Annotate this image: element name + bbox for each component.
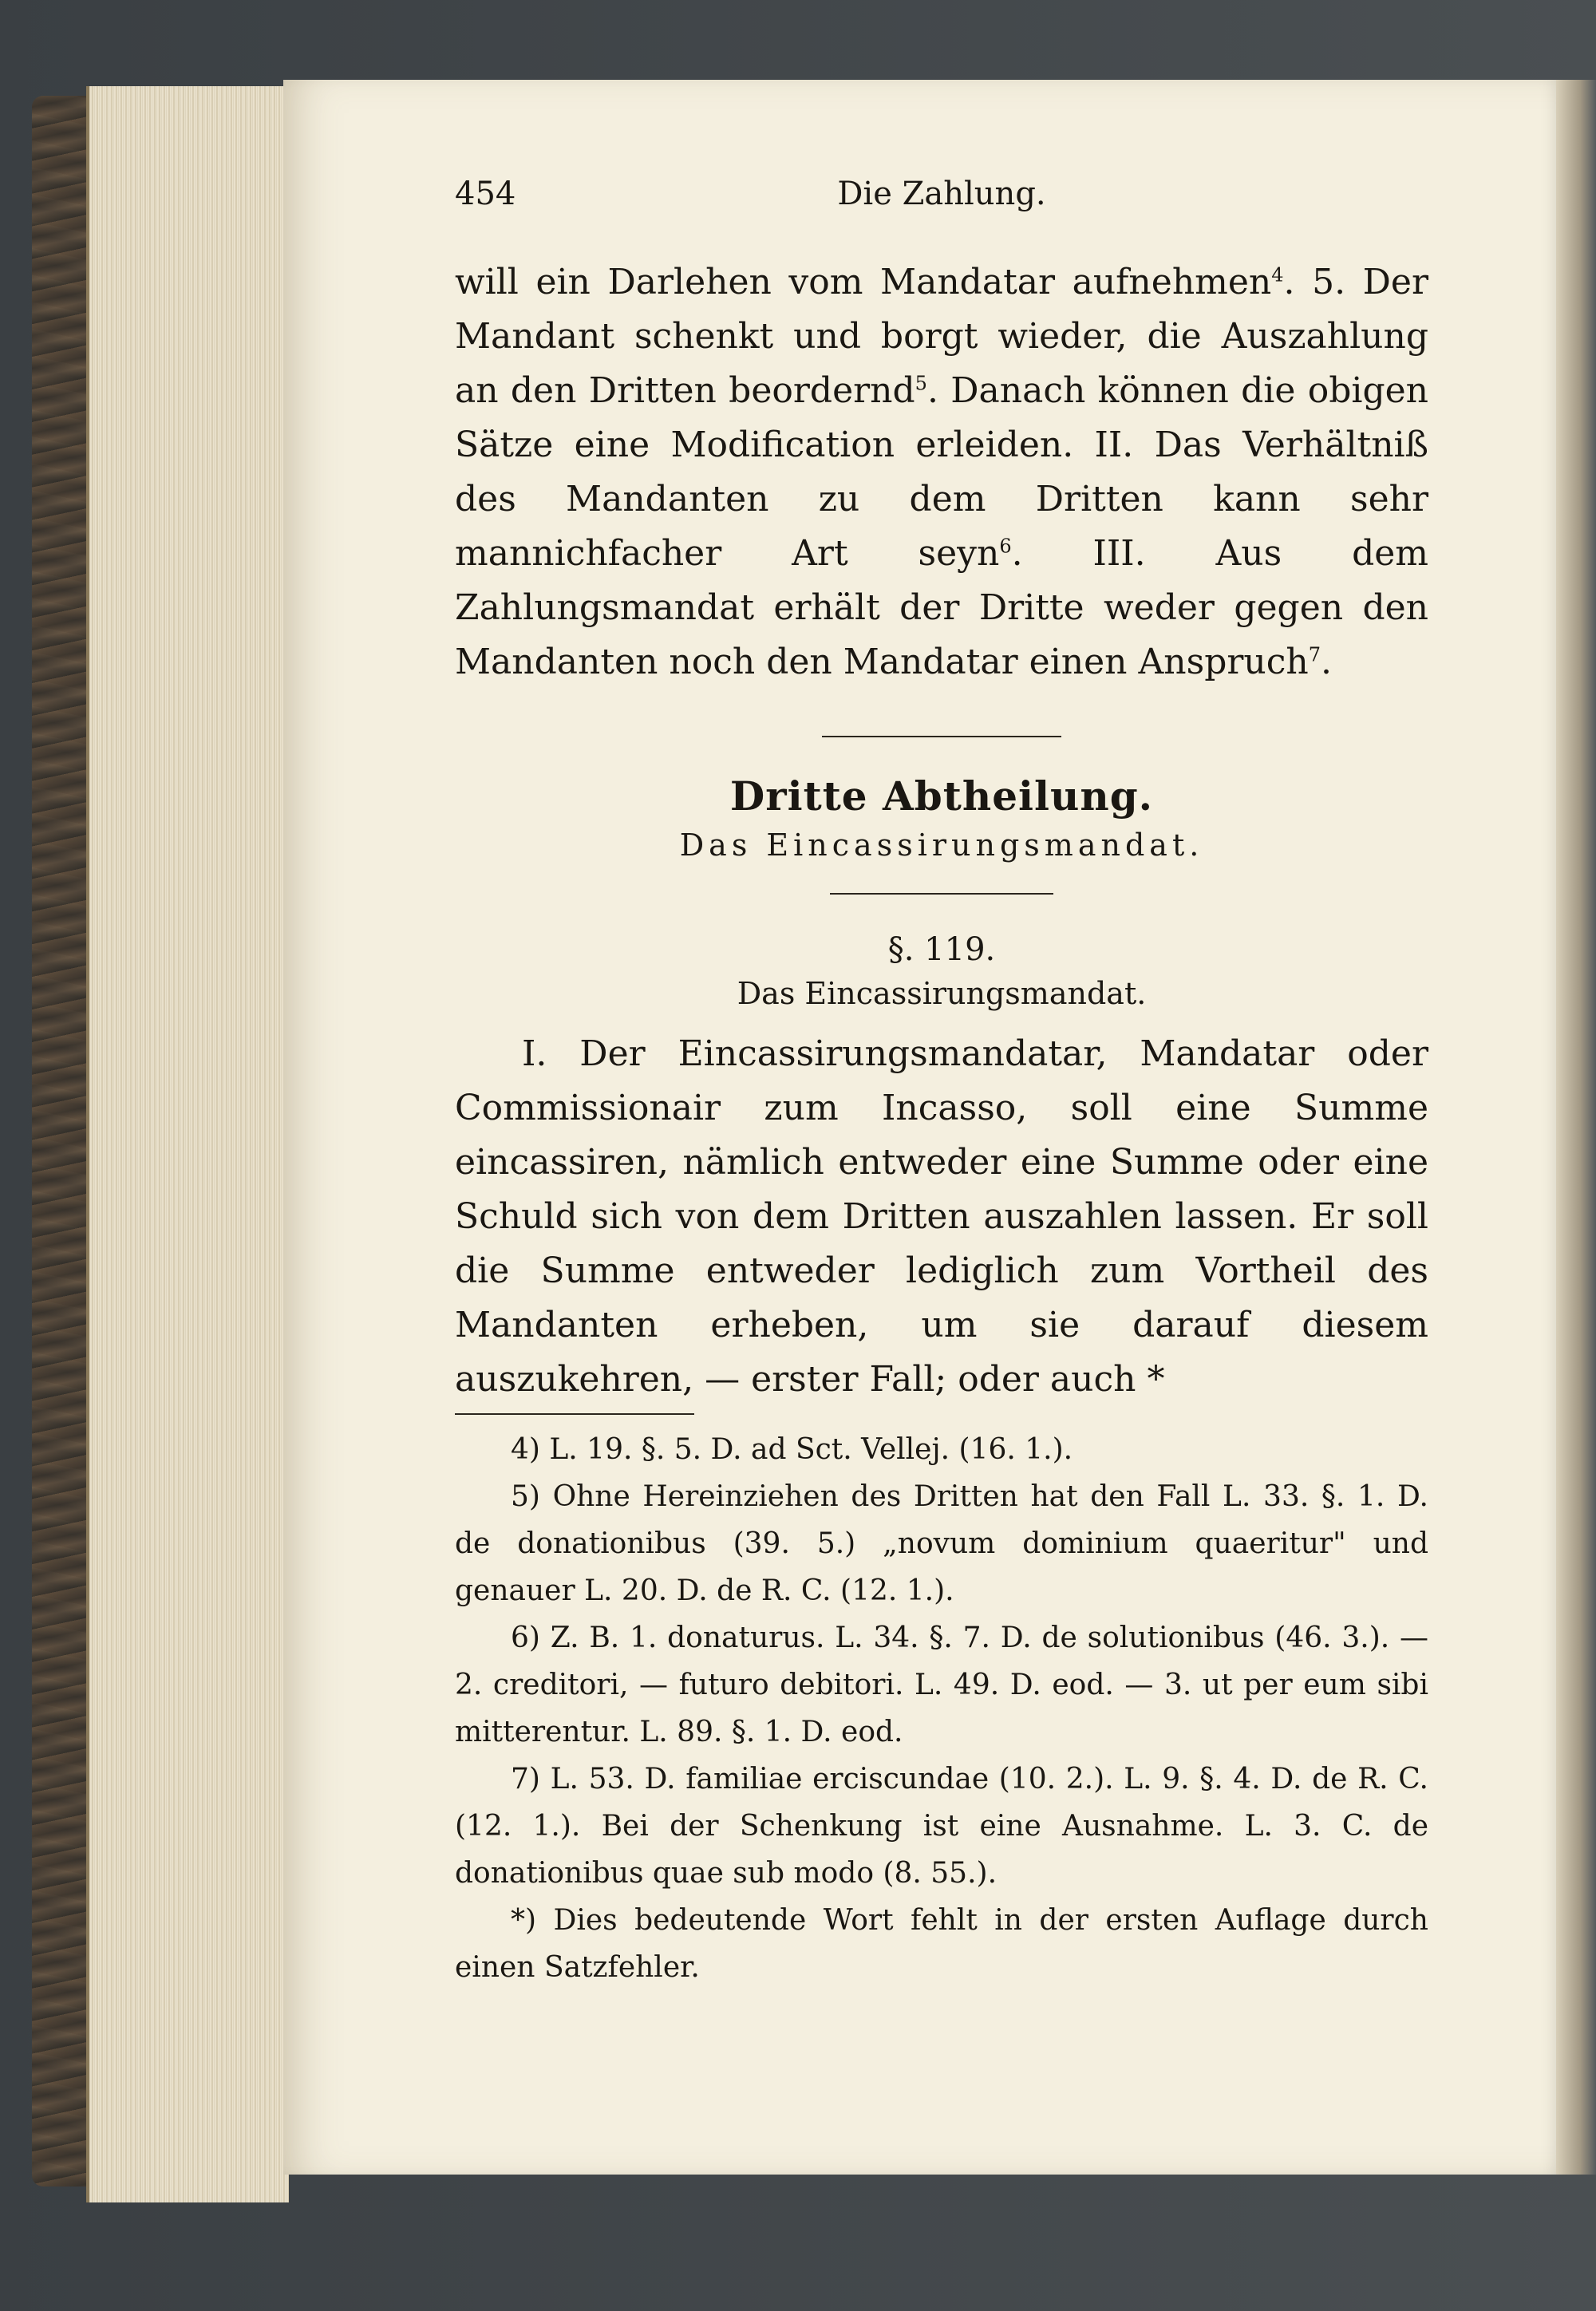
footnote-6: 6) Z. B. 1. donaturus. L. 34. §. 7. D. de solutionibus (46. 3.). — 2. creditori, — futuro debitori. L. 49. D. eod. — 3. ut per eum sibi mitterentur. L. 89. §. 1. D. eod. [455,1622,1428,1748]
paragraph-number: §. 119. [887,931,996,968]
section-divider [830,893,1053,895]
text-segment: . 5. Der Mandant schenkt und borgt wieder, die Auszahlung an den Dritten beordernd [455,262,1429,411]
page-header [455,168,1428,223]
running-title: Die Zahlung. [837,176,1046,212]
page-content [455,168,1428,1991]
main-paragraph [455,1027,1428,1407]
text-segment: . Danach können die obigen Sätze eine Modification erleiden. II. Das Verhältniß des Mandanten zu dem Dritten kann sehr mannichfacher Art seyn [455,370,1428,574]
footnote-divider [455,1413,694,1415]
paragraph-title: Das Eincassirungsmandat. [737,976,1147,1011]
footnote-ref-6: 6 [999,535,1012,558]
section-subheading: Das Eincassirungsmandat. [679,828,1204,863]
footnotes [455,1426,1428,1991]
page-edges [86,86,289,2202]
footnote-4: 4) L. 19. §. 5. D. ad Sct. Vellej. (16. 1.). [511,1433,1073,1466]
page-number: 454 [455,176,516,212]
continued-paragraph [455,255,1428,689]
footnote-5: 5) Ohne Hereinziehen des Dritten hat den Fall L. 33. §. 1. D. de donationibus (39. 5.) „novum dominium quaeritur" und genauer L. 20. D. de R. C. (12. 1.). [455,1480,1428,1607]
marbled-book-cover [32,96,94,2187]
text-segment: . III. Aus dem Zahlungsmandat erhält der Dritte weder gegen den Mandanten noch den Mandatar einen Anspruch [455,533,1428,682]
footnote-ref-7: 7 [1308,643,1321,666]
footnote-asterisk: *) Dies bedeutende Wort fehlt in der ersten Auflage durch einen Satzfehler. [455,1904,1428,1984]
page-right-edge [1556,80,1596,2175]
section-divider [822,736,1061,737]
text-segment: . [1321,642,1332,682]
footnote-ref-5: 5 [915,372,927,395]
main-paragraph-text: I. Der Eincassirungsmandatar, Mandatar oder Commissionair zum Incasso, soll eine Summe eincassiren, nämlich entweder eine Summe oder eine Schuld sich von dem Dritten auszahlen lassen. Er soll die Summe entweder lediglich zum Vortheil des Mandanten erheben, um sie darauf diesem auszukehren, — erster Fall; oder auch * [455,1033,1428,1400]
footnote-ref-4: 4 [1271,263,1284,286]
footnote-7: 7) L. 53. D. familiae erciscundae (10. 2.). L. 9. §. 4. D. de R. C. (12. 1.). Bei der Schenkung ist eine Ausnahme. L. 3. C. de donationibus quae sub modo (8. 55.). [455,1763,1428,1890]
text-segment: will ein Darlehen vom Mandatar aufnehmen [455,262,1272,302]
section-heading: Dritte Abtheilung. [729,772,1154,820]
